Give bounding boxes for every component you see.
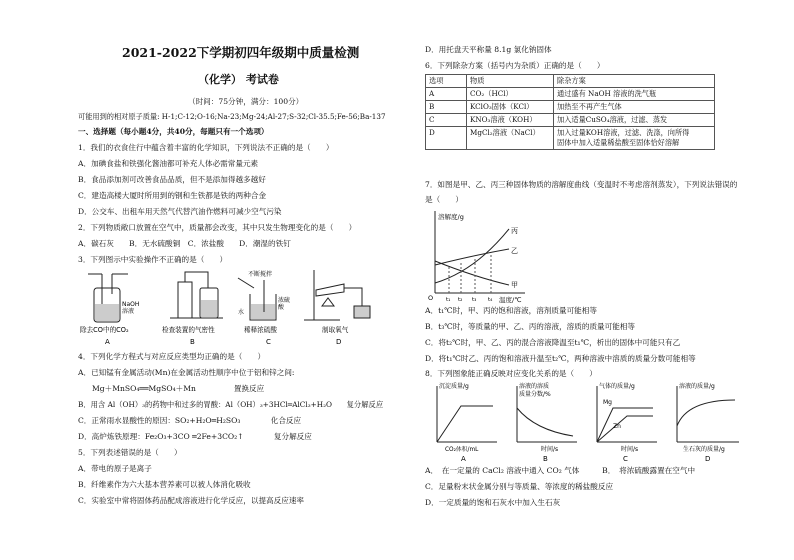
question-8: 8．下列图象能正确反映对应变化关系的是（ ） — [425, 369, 597, 378]
origin-label: O — [428, 294, 434, 302]
table-cell: 加入适量CuSO₄溶液，过滤、蒸发 — [554, 114, 715, 127]
question-2-options: A．碳石灰 B．无水硫酸铜 C．浓盐酸 D．潮湿的铁钉 — [78, 239, 291, 248]
tick-t3: t₃ — [472, 297, 477, 303]
graph-d-x-label: 生石灰的质量/g — [683, 446, 725, 453]
graph-c-y-label: 气体的质量/g — [599, 383, 635, 390]
water-label: 水 — [238, 309, 245, 316]
graph-c — [597, 382, 657, 462]
stirring-label: 不断搅拌 — [248, 271, 273, 278]
naoh-label: NaOH — [122, 301, 140, 308]
table-cell — [554, 127, 715, 150]
graph-b-letter: B — [543, 455, 548, 462]
table-cell: 加热至不再产生气体 — [554, 101, 715, 114]
q3-figures — [78, 266, 378, 348]
question-1-option-b: B．食品添加剂可改善食品品质，但不是添加得越多越好 — [78, 175, 266, 184]
graph-d-letter: D — [705, 455, 711, 462]
figure-b-letter: B — [190, 338, 195, 346]
question-1-option-c: C．建造高楼大厦时所用到的钢和生铁都是铁的两种合金 — [78, 191, 267, 200]
graph-c-mg: Mg — [603, 399, 612, 406]
question-4-option-b: B．用含 Al（OH）₃的药物中和过多的胃酸：Al（OH）₃+3HCl═AlCl₃+H₂O 复分解反应 — [78, 400, 384, 409]
figure-c-caption: 稀释浓硫酸 — [244, 326, 277, 334]
tick-t2: t₂ — [458, 297, 463, 303]
graph-d-y-label: 溶液的质量/g — [679, 383, 715, 390]
table-cell: MgCl₂溶液（NaCl） — [467, 127, 554, 150]
graph-b — [517, 382, 577, 462]
table-cell-line: 固体中加入适量稀盐酸至固体恰好溶解 — [557, 138, 680, 147]
q8-graphs — [425, 380, 745, 462]
table-row — [426, 88, 715, 101]
table-cell: C — [426, 114, 467, 127]
question-7-tail: 是（ ） — [425, 195, 463, 204]
graph-c-x-label: 时间/s — [621, 446, 639, 453]
series-label-c: 丙 — [511, 227, 518, 235]
question-4-option-d: D．高炉炼铁原理：Fe₂O₃+3CO ═2Fe+3CO₂↑ 复分解反应 — [78, 432, 312, 441]
question-8-option-c: C．足量粉末状金属分别与等质量、等浓度的稀盐酸反应 — [425, 482, 614, 491]
table-cell: 通过盛有 NaOH 溶液的洗气瓶 — [554, 88, 715, 101]
curve-b — [435, 249, 509, 265]
figure-d-oxygen-prep — [304, 270, 370, 320]
figure-d-caption: 制取氧气 — [322, 326, 349, 334]
figure-a-caption: 除去CO中的CO₂ — [80, 326, 129, 334]
exam-subtitle: （化学） 考试卷 — [198, 73, 279, 86]
table-cell: B — [426, 101, 467, 114]
acid-label: 浓硫 — [278, 297, 291, 304]
figure-c-letter: C — [266, 338, 271, 346]
graph-b-y-label: 溶液的溶质 — [519, 383, 550, 390]
exam-title: 2021-2022下学期初四年级期中质量检测 — [122, 45, 360, 60]
graph-a-y-label: 沉淀质量/g — [439, 383, 469, 390]
question-8-option-d: D．一定质量的饱和石灰水中加入生石灰 — [425, 498, 561, 507]
question-4-option-a-equation: Mg＋MnSO₄══MgSO₄＋Mn 置换反应 — [92, 384, 265, 393]
naoh-solution-label: 溶液 — [122, 308, 135, 315]
graph-a-letter: A — [461, 455, 466, 462]
table-header: 除杂方案 — [554, 75, 715, 88]
table-header: 选项 — [426, 75, 467, 88]
table-cell: KNO₃溶液（KOH） — [467, 114, 554, 127]
graph-a — [437, 382, 497, 462]
table-row — [426, 114, 715, 127]
figure-b-airtightness-check — [170, 272, 223, 318]
question-7-option-a: A．t₁℃时，甲、丙的饱和溶液，溶剂质量可能相等 — [425, 306, 597, 315]
graph-c-letter: C — [623, 455, 628, 462]
question-5-option-d: D．用托盘天平称量 8.1g 氯化钠固体 — [425, 45, 552, 54]
series-label-b: 乙 — [511, 247, 518, 255]
solubility-graph — [425, 205, 535, 303]
exam-meta: （时间：75分钟，满分：100分） — [188, 97, 304, 106]
figure-a-letter: A — [105, 338, 110, 346]
question-8-options-ab: A． 在一定量的 CaCl₂ 溶液中通入 CO₂ 气体 B． 将浓硫酸露置在空气中 — [425, 466, 696, 475]
table-cell: CO₂（HCl） — [467, 88, 554, 101]
question-4: 4．下列化学方程式与对应反应类型均正确的是（ ） — [78, 352, 266, 361]
question-7-option-c: C．将t₂℃时，甲、乙、丙的混合溶液降温至t₁℃，析出的固体中可能只有乙 — [425, 338, 681, 347]
table-cell: A — [426, 88, 467, 101]
figure-d-letter: D — [336, 338, 342, 346]
question-4-option-a: A．已知锰有金属活动(Mn)在金属活动性顺序中位于铝和锌之间: — [78, 368, 295, 377]
question-7: 7．如图是甲、乙、丙三种固体物质的溶解度曲线（变温时不考虑溶剂蒸发），下列说法错误的 — [425, 180, 738, 189]
graph-b-x-label: 时间/s — [541, 446, 559, 453]
question-1: 1．我们的衣食住行中蕴含着丰富的化学知识，下列说法不正确的是（ ） — [78, 143, 334, 152]
question-6: 6．下列除杂方案（括号内为杂质）正确的是（ ） — [425, 61, 605, 70]
table-header-row — [426, 75, 715, 88]
x-axis-label: 温度/℃ — [499, 296, 522, 303]
graph-d — [677, 382, 739, 462]
acid-label-2: 酸 — [278, 304, 285, 311]
graph-c-zn: Zn — [613, 423, 621, 430]
purification-table — [425, 74, 715, 150]
question-3: 3．下列图示中实验操作不正确的是（ ） — [78, 255, 228, 264]
graph-a-x-label: CO₂体积/mL — [445, 447, 479, 453]
question-5-option-c: C．实验室中常将固体药品配成溶液进行化学反应，以提高反应速率 — [78, 496, 305, 505]
question-2: 2．下列物质敞口放置在空气中，质量都会改变，其中只发生物理变化的是（ ） — [78, 223, 357, 232]
table-row — [426, 101, 715, 114]
y-axis-label: 溶解度/g — [438, 213, 464, 221]
table-cell: KClO₃固体（KCl） — [467, 101, 554, 114]
tick-t1: t₁ — [446, 297, 451, 303]
question-5: 5．下列表述错误的是（ ） — [78, 448, 182, 457]
question-1-option-d: D．公交车、出租车用天然气代替汽油作燃料可减少空气污染 — [78, 207, 282, 216]
question-1-option-a: A．加碘食盐和铁强化酱油都可补充人体必需常量元素 — [78, 159, 259, 168]
question-4-option-c: C．正常雨水显酸性的原因：SO₂+H₂O═H₂SO₃ 化合反应 — [78, 416, 302, 425]
table-header: 物质 — [467, 75, 554, 88]
table-cell: D — [426, 127, 467, 150]
atomic-masses: 可能用到的相对原子质量: H-1;C-12;O-16;Na-23;Mg-24;Al-27;S-32;Cl-35.5;Fe-56;Ba-137 — [78, 112, 386, 121]
question-7-option-d: D．将t₁℃时乙、丙的饱和溶液升温至t₂℃，两种溶液中溶质的质量分数可能相等 — [425, 354, 696, 363]
section-heading: 一、选择题（每小题4分，共40分，每题只有一个选项） — [78, 127, 269, 136]
question-5-option-b: B．纤维素作为六大基本营养素可以被人体消化吸收 — [78, 480, 251, 489]
question-5-option-a: A．带电的原子是离子 — [78, 464, 152, 473]
tick-t4: t₄ — [488, 297, 493, 303]
table-row — [426, 127, 715, 150]
question-7-option-b: B．t₃℃时，等质量的甲、乙、丙的溶液，溶质的质量可能相等 — [425, 322, 636, 331]
table-cell-line: 加入过量KOH溶液，过滤、洗涤，向所得 — [557, 128, 690, 137]
figure-b-caption: 检查装置的气密性 — [162, 326, 215, 334]
series-label-a: 甲 — [511, 281, 518, 289]
graph-b-y-label-2: 质量分数/% — [519, 391, 551, 398]
